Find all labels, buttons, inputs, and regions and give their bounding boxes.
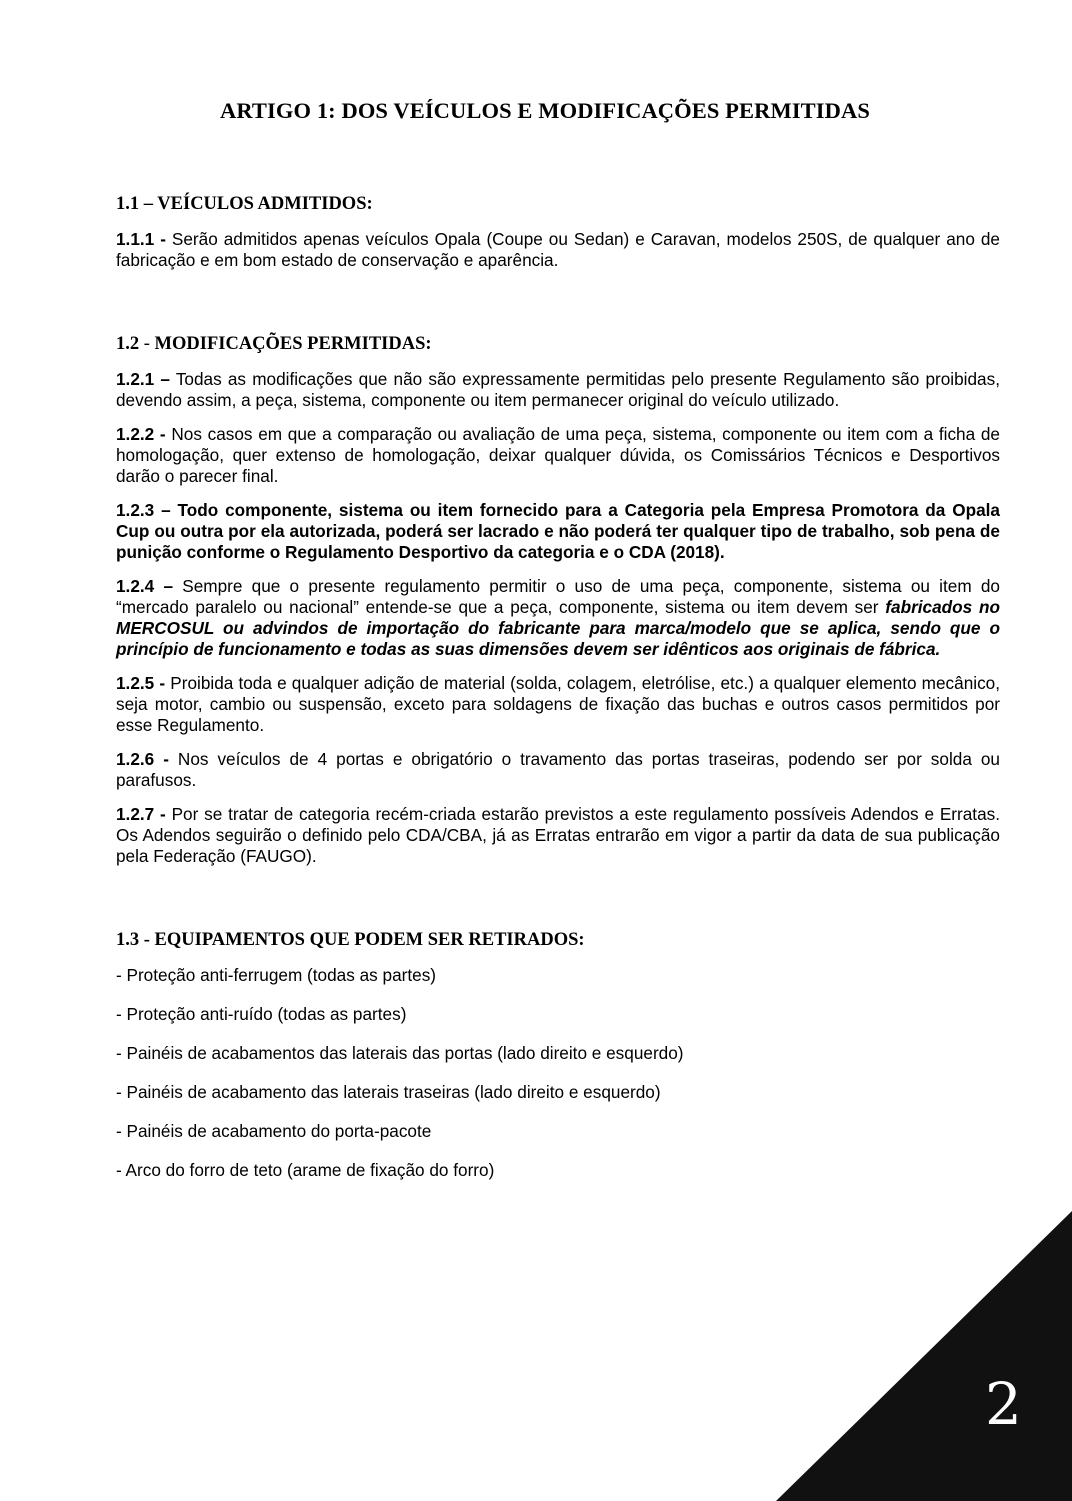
paragraph-number: 1.1.1 - xyxy=(116,229,166,249)
paragraph-1-2-2 xyxy=(116,424,1000,487)
section-heading-1-2 xyxy=(116,333,1000,355)
list-item: - Painéis de acabamento das laterais traseiras (lado direito e esquerdo) xyxy=(116,1082,661,1102)
paragraph-number: 1.2.5 - xyxy=(116,673,166,693)
list-item: - Painéis de acabamento do porta-pacote xyxy=(116,1121,432,1141)
paragraph-1-2-6 xyxy=(116,749,1000,791)
section-heading-1-3: 1.3 - EQUIPAMENTOS QUE PODEM SER RETIRADOS: xyxy=(116,930,585,950)
section-title: MODIFICAÇÕES PERMITIDAS: xyxy=(154,334,432,354)
paragraph-1-2-3: 1.2.3 – Todo componente, sistema ou item fornecido para a Categoria pela Empresa Promotora da Opala Cup ou outra por ela autorizada, poderá ser lacrado e não poderá ter qualquer tipo de trabalho, sob pena de punição conforme o Regulamento Desportivo da categoria e o CDA (2018). xyxy=(116,500,1000,562)
section-dash: - xyxy=(139,334,155,354)
paragraph-text: Por se tratar de categoria recém-criada estarão previstos a este regulamento possíveis Adendos e Erratas. Os Adendos seguirão o definido pelo CDA/CBA, já as Erratas entrarão em vigor a partir da data de sua publicação pela Federação (FAUGO). xyxy=(116,804,1000,866)
list-item: - Proteção anti-ruído (todas as partes) xyxy=(116,1004,407,1024)
paragraph-number: 1.2.1 – xyxy=(116,369,170,389)
section-number: 1.2 xyxy=(116,334,140,354)
paragraph-text: Sempre que o presente regulamento permitir o uso de uma peça, componente, sistema ou item do “mercado paralelo ou nacional” entende-se que a peça, componente, sistema ou item devem ser xyxy=(116,576,1000,617)
article-title: ARTIGO 1: DOS VEÍCULOS E MODIFICAÇÕES PERMITIDAS xyxy=(220,98,870,123)
page-number: 2 xyxy=(985,1370,1022,1438)
paragraph-text: Proibida toda e qualquer adição de material (solda, colagem, eletrólise, etc.) a qualquer elemento mecânico, seja motor, cambio ou suspensão, exceto para soldagens de fixação das buchas e outros casos permitidos por esse Regulamento. xyxy=(116,673,1001,735)
paragraph-1-2-1 xyxy=(116,369,1000,411)
section-heading-1-1: 1.1 – VEÍCULOS ADMITIDOS: xyxy=(116,194,373,214)
list-item: - Arco do forro de teto (arame de fixação do forro) xyxy=(116,1160,495,1180)
paragraph-1-2-4 xyxy=(116,576,1000,660)
paragraph-text: Todas as modificações que não são expressamente permitidas pelo presente Regulamento são proibidas, devendo assim, a peça, sistema, componente ou item permanecer original do veículo utilizado. xyxy=(116,369,1000,410)
paragraph-number: 1.2.4 – xyxy=(116,576,174,596)
removable-equipment-list xyxy=(116,965,1000,1181)
document-body xyxy=(116,193,1000,1199)
list-item: - Painéis de acabamentos das laterais das portas (lado direito e esquerdo) xyxy=(116,1043,684,1063)
paragraph-number: 1.2.2 - xyxy=(116,424,166,444)
paragraph-text: Nos veículos de 4 portas e obrigatório o travamento das portas traseiras, podendo ser por solda ou parafusos. xyxy=(116,749,1000,790)
list-item: - Proteção anti-ferrugem (todas as partes) xyxy=(116,965,437,985)
paragraph-number: 1.2.6 - xyxy=(116,749,169,769)
paragraph-number: 1.2.7 - xyxy=(116,804,166,824)
paragraph-emphasis: fabricados no MERCOSUL ou advindos de importação do fabricante para marca/modelo que se aplica, sendo que o princípio de funcionamento e todas as suas dimensões devem ser idênticos aos originais de fábrica. xyxy=(116,597,1000,659)
paragraph-1-2-7 xyxy=(116,804,1000,867)
paragraph-1-2-5 xyxy=(116,673,1000,736)
paragraph-1-1-1 xyxy=(116,229,1000,271)
corner-triangle-shape xyxy=(776,1211,1072,1501)
paragraph-text: Nos casos em que a comparação ou avaliação de uma peça, sistema, componente ou item com a ficha de homologação, quer extenso de homologação, deixar qualquer dúvida, os Comissários Técnicos e Desportivos darão o parecer final. xyxy=(116,424,1000,486)
paragraph-text: Serão admitidos apenas veículos Opala (Coupe ou Sedan) e Caravan, modelos 250S, de qualquer ano de fabricação e em bom estado de conservação e aparência. xyxy=(116,229,1000,270)
corner-triangle-decoration xyxy=(776,1211,1072,1501)
